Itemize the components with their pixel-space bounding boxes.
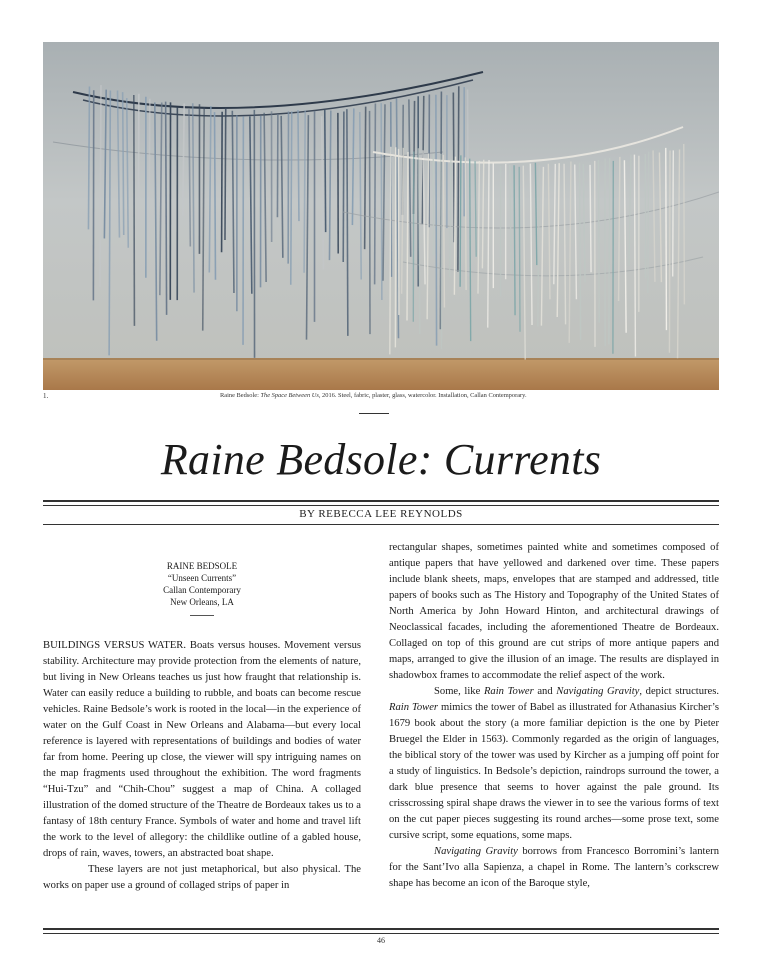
p3-text-d: mimics the tower of Babel as illustrated for Athanasius Kircher’s 1679 book about the story (a more familiar depiction is the one by Pieter Bruegel the Elder in 1563). Commonly regarded as the origin of languages, the biblical story of the tower was used by Kircher as a jumping off point for a study of linguistics. In Bedsole’s depiction, raindrops surround the tower, a dark blue presence that seems to hover against the pale ground. Its crisscrossing spiral shape draws the viewer in to see the various forms of text on the cut paper pieces suggesting its round arches—some prose text, some cursive script, some equations, some maps. xyxy=(389,702,719,841)
strand xyxy=(381,103,382,300)
strand xyxy=(166,102,167,315)
strand xyxy=(609,158,610,344)
byline-rule-bottom xyxy=(43,524,719,525)
strand xyxy=(222,112,223,252)
strand xyxy=(88,86,89,229)
p3-text-c: , depict structures. xyxy=(639,686,720,697)
p3-text-a: Some, like xyxy=(434,686,484,697)
paragraph-3 xyxy=(389,684,719,844)
strand xyxy=(684,144,685,304)
paragraph-4 xyxy=(389,844,719,892)
strand xyxy=(304,110,305,272)
info-divider xyxy=(190,615,214,616)
p4-title-navigating-gravity: Navigating Gravity xyxy=(434,846,518,857)
article-title: Raine Bedsole: Currents xyxy=(160,435,602,484)
exhibition-gallery: Callan Contemporary xyxy=(163,585,241,595)
exhibition-info xyxy=(43,560,361,608)
strand xyxy=(375,103,376,284)
byline-rule-top xyxy=(43,500,719,506)
p3-text-b: and xyxy=(533,686,557,697)
strand xyxy=(343,112,344,263)
strand xyxy=(465,157,466,290)
strand xyxy=(347,109,348,336)
paragraph-1: BUILDINGS VERSUS WATER. Boats versus houses. Movement versus stability. Architecture may provide protection from the elements of nature, but living in New Orleans teaches us just how fraught that relationship is. Water can easily reduce a building to rubble, and boats can become rescue vehicles. Raine Bedsole’s work is rooted in the local—in the experience of water on the Gulf Coast in New Orleans and Alabama—but every local reference is layered with representations of buildings and bodies of water far from home. Peering up close, the viewer will spy intriguing names on the map fragments used throughout the exhibition. The word fragments “Hui-Tzu” and “Chih-Chou” suggest a map of China. A collaged illustration of the domed structure of the Theatre de Bordeaux takes us to a fantasy of 18th century France. Symbols of water and home and travel lift the work to the level of allegory: the childlike outline of a gabled house, drops of rain, waves, towers, an abstracted boat shape. xyxy=(43,640,361,859)
paragraph-2-continued: rectangular shapes, sometimes painted white and sometimes composed of antique papers that have yellowed and darkened over time. These papers include blank sheets, maps, envelopes that are stamped and addressed, title papers of books such as The History and Topography of the United States of North America by John Howard Hinton, and architectural drawings of Neoclassical facades, including the aforementioned Theatre de Bordeaux. Collaged on top of this ground are cut strips of more antique papers and maps, arranged to give the illusion of an image. The results are displayed in shadowbox frames to accommodate the relief aspect of the work. xyxy=(389,542,719,681)
strand xyxy=(123,92,124,235)
exhibition-location: New Orleans, LA xyxy=(170,597,234,607)
left-column xyxy=(43,540,361,894)
strand xyxy=(460,155,461,286)
strand xyxy=(453,93,454,243)
right-column xyxy=(389,540,719,892)
caption-prefix: Raine Bedsole: xyxy=(220,392,261,399)
strand xyxy=(458,86,459,271)
strand xyxy=(436,95,437,346)
installation-photo xyxy=(43,42,719,390)
caption-divider xyxy=(359,413,389,414)
page-number: 46 xyxy=(377,936,385,945)
strand xyxy=(291,111,292,285)
strand xyxy=(100,85,101,287)
p3-title-rain-tower: Rain Tower xyxy=(483,686,534,697)
strand xyxy=(598,160,599,323)
strand xyxy=(325,110,326,232)
strand xyxy=(648,152,649,293)
strand xyxy=(669,150,670,352)
strand xyxy=(666,148,667,330)
strand xyxy=(215,112,216,280)
p4-text: borrows from Francesco Borromini’s lantern for the Sant’Ivo alla Sapienza, a chapel in Rome. The lantern’s corkscrew shape has become an icon of the Baroque style, xyxy=(389,846,719,889)
caption-details: , 2016. Steel, fabric, plaster, glass, watercolor. Installation, Callan Contemporary. xyxy=(318,392,527,399)
strand xyxy=(225,108,226,240)
strand xyxy=(673,150,674,276)
p3-title-navigating-gravity: Navigating Gravity xyxy=(556,686,640,697)
strand xyxy=(298,110,299,221)
byline: BY REBECCA LEE REYNOLDS xyxy=(299,508,463,520)
strand xyxy=(468,90,469,277)
strand xyxy=(149,99,150,252)
caption-artwork-title: The Space Between Us xyxy=(260,392,319,399)
strand xyxy=(134,95,135,326)
paragraph-2: These layers are not just metaphorical, but also physical. The works on paper use a ground of collaged strips of paper in xyxy=(43,864,361,891)
p3-title-rain-tower-2: Rain Tower xyxy=(389,702,439,713)
strand xyxy=(365,107,366,250)
exhibition-show: “Unseen Currents” xyxy=(167,573,237,583)
strand xyxy=(519,167,520,332)
installation-illustration xyxy=(43,42,719,390)
exhibition-artist: RAINE BEDSOLE xyxy=(166,561,238,571)
figure-caption xyxy=(220,392,527,399)
figure-number: 1. xyxy=(43,392,49,400)
footer-rule xyxy=(43,928,719,934)
strand xyxy=(441,154,442,349)
